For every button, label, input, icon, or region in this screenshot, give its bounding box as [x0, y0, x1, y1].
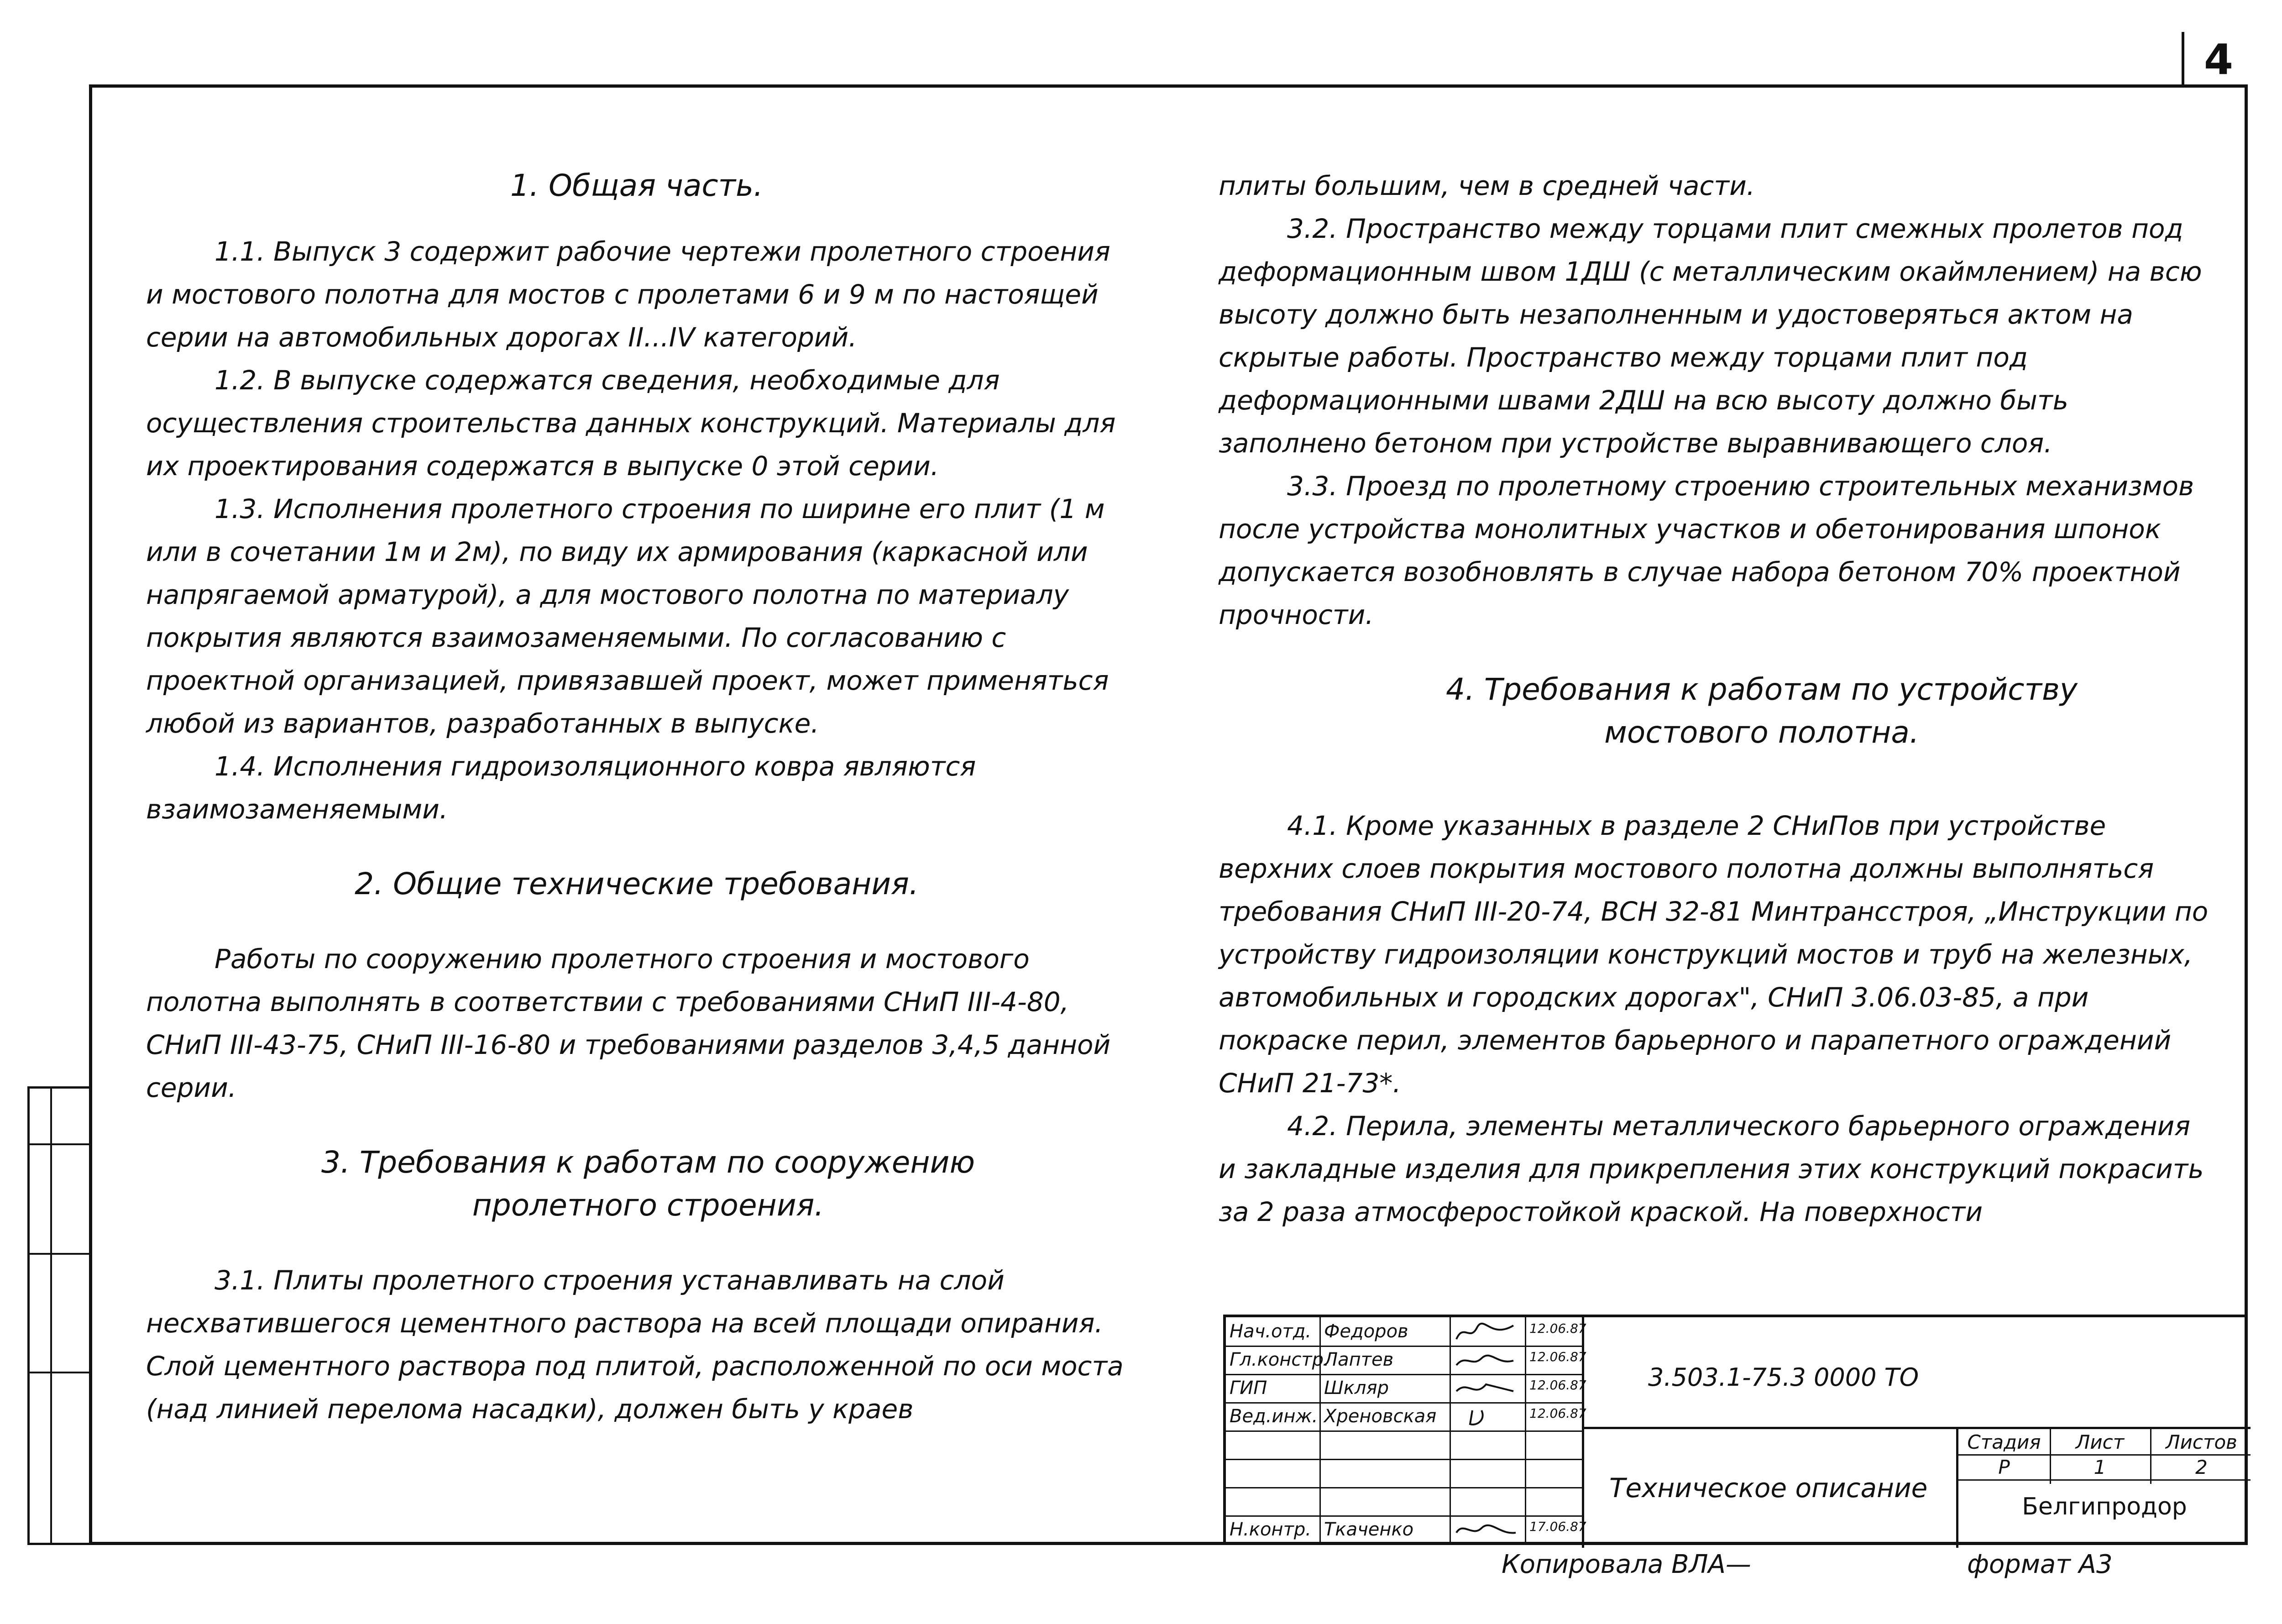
sheet-number: 4	[2182, 32, 2253, 87]
section-1-heading: 1. Общая часть.	[510, 168, 763, 203]
paragraph-3-1: 3.1. Плиты пролетного строения устанавливать на слой несхватившегося цементного раствора на всей площади опирания. Слой цементного раствора под плитой, расположенной по оси моста (над линией перелома насадки), должен быть у краев	[146, 1265, 1124, 1425]
signature-row: Н.контр. Ткаченко 17.06.87	[1230, 1519, 1586, 1540]
signature-row: Нач.отд. Федоров 12.06.87	[1226, 1317, 1582, 1347]
paragraph-1-2: 1.2. В выпуске содержатся сведения, необходимые для осуществления строительства данных конструкций. Материалы для их проектирования содержатся в выпуске 0 этой серии.	[146, 365, 1116, 482]
sheets-label: Листов	[2166, 1431, 2237, 1453]
sheet-label: Лист	[2075, 1431, 2125, 1453]
paragraph-3-3: 3.3. Проезд по пролетному строению строительных механизмов после устройства монолитных участков и обетонирования шпонок допускается возобновлять в случае набора бетоном 70% проектной прочности.	[1219, 471, 2194, 630]
paragraph-2: Работы по сооружению пролетного строения и мостового полотна выполнять в соответствии с требованиями СНиП III-4-80, СНиП III-43-75, СНиП III-16-80 и требованиями разделов 3,4,5 данной серии.	[146, 943, 1111, 1103]
signature-row: Вед.инж. Хреновская 12.06.87	[1226, 1402, 1582, 1432]
format-note: формат А3	[1967, 1550, 2113, 1579]
sheets-value: 2	[2195, 1456, 2208, 1478]
section-2-heading: 2. Общие технические требования.	[355, 866, 919, 901]
section-3-heading: 3. Требования к работам по сооружению пролетного строения.	[321, 1145, 975, 1223]
organization-name: Белгипродор	[2022, 1493, 2187, 1520]
left-column	[146, 164, 1127, 1430]
paragraph-4-2: 4.2. Перила, элементы металлического барьерного ограждения и закладные изделия для прикрепления этих конструкций покрасить за 2 раза атмосферостойкой краской. На поверхности	[1219, 1111, 2204, 1227]
right-column	[1219, 164, 2214, 1233]
title-block	[1223, 1315, 2248, 1545]
paragraph-3-2: 3.2. Пространство между торцами плит смежных пролетов под деформационным швом 1ДШ (с металлическим окаймлением) на всю высоту должно быть незаполненным и удостоверяться актом на скрытые работы. Пространство между торцами плит под деформационными швами 2ДШ на всю высоту должно быть заполнено бетоном при устройстве выравнивающего слоя.	[1219, 213, 2202, 459]
paragraph-1-4: 1.4. Исполнения гидроизоляционного ковра являются взаимозаменяемыми.	[146, 751, 976, 825]
signature-row: Гл.констр. Лаптев 12.06.87	[1226, 1346, 1582, 1375]
document-title: Техническое описание	[1582, 1429, 1956, 1548]
copied-by-note: Копировала ВЛА—	[1502, 1550, 1751, 1579]
paragraph-1-1: 1.1. Выпуск 3 содержит рабочие чертежи пролетного строения и мостового полотна для мостов с пролетами 6 и 9 м по настоящей серии на автомобильных дорогах II...IV категорий.	[146, 236, 1110, 353]
side-stamp-box	[27, 1086, 89, 1545]
stage-label: Стадия	[1967, 1431, 2041, 1453]
signatures-table	[1226, 1317, 1586, 1545]
signature-row: ГИП Шкляр 12.06.87	[1226, 1374, 1582, 1404]
document-code: 3.503.1-75.3 0000 ТО	[1582, 1317, 2251, 1429]
stage-value: Р	[1998, 1456, 2010, 1478]
paragraph-1-3: 1.3. Исполнения пролетного строения по ширине его плит (1 м или в сочетании 1м и 2м), по виду их армирования (каркасной или напрягаемой арматурой), а для мостового полотна по материалу покрытия являются взаимозаменяемыми. По согласованию с проектной организацией, привязавшей проект, может применяться любой из вариантов, разработанных в выпуске.	[146, 493, 1109, 739]
paragraph-4-1: 4.1. Кроме указанных в разделе 2 СНиПов при устройстве верхних слоев покрытия мостового полотна должны выполняться требования СНиП III-20-74, ВСН 32-81 Минтрансстроя, „Инструкции по устройству гидроизоляции конструкций мостов и труб на железных, автомобильных и городских дорогах", СНиП 3.06.03-85, а при покраске перил, элементов барьерного и парапетного ограждений СНиП 21-73*.	[1219, 810, 2209, 1099]
paragraph-3-1-continued: плиты большим, чем в средней части.	[1219, 170, 1755, 201]
sheet-value: 1	[2094, 1456, 2106, 1478]
section-4-heading: 4. Требования к работам по устройству мостового полотна.	[1445, 672, 2078, 750]
stage-sheet-table	[1956, 1429, 2251, 1548]
